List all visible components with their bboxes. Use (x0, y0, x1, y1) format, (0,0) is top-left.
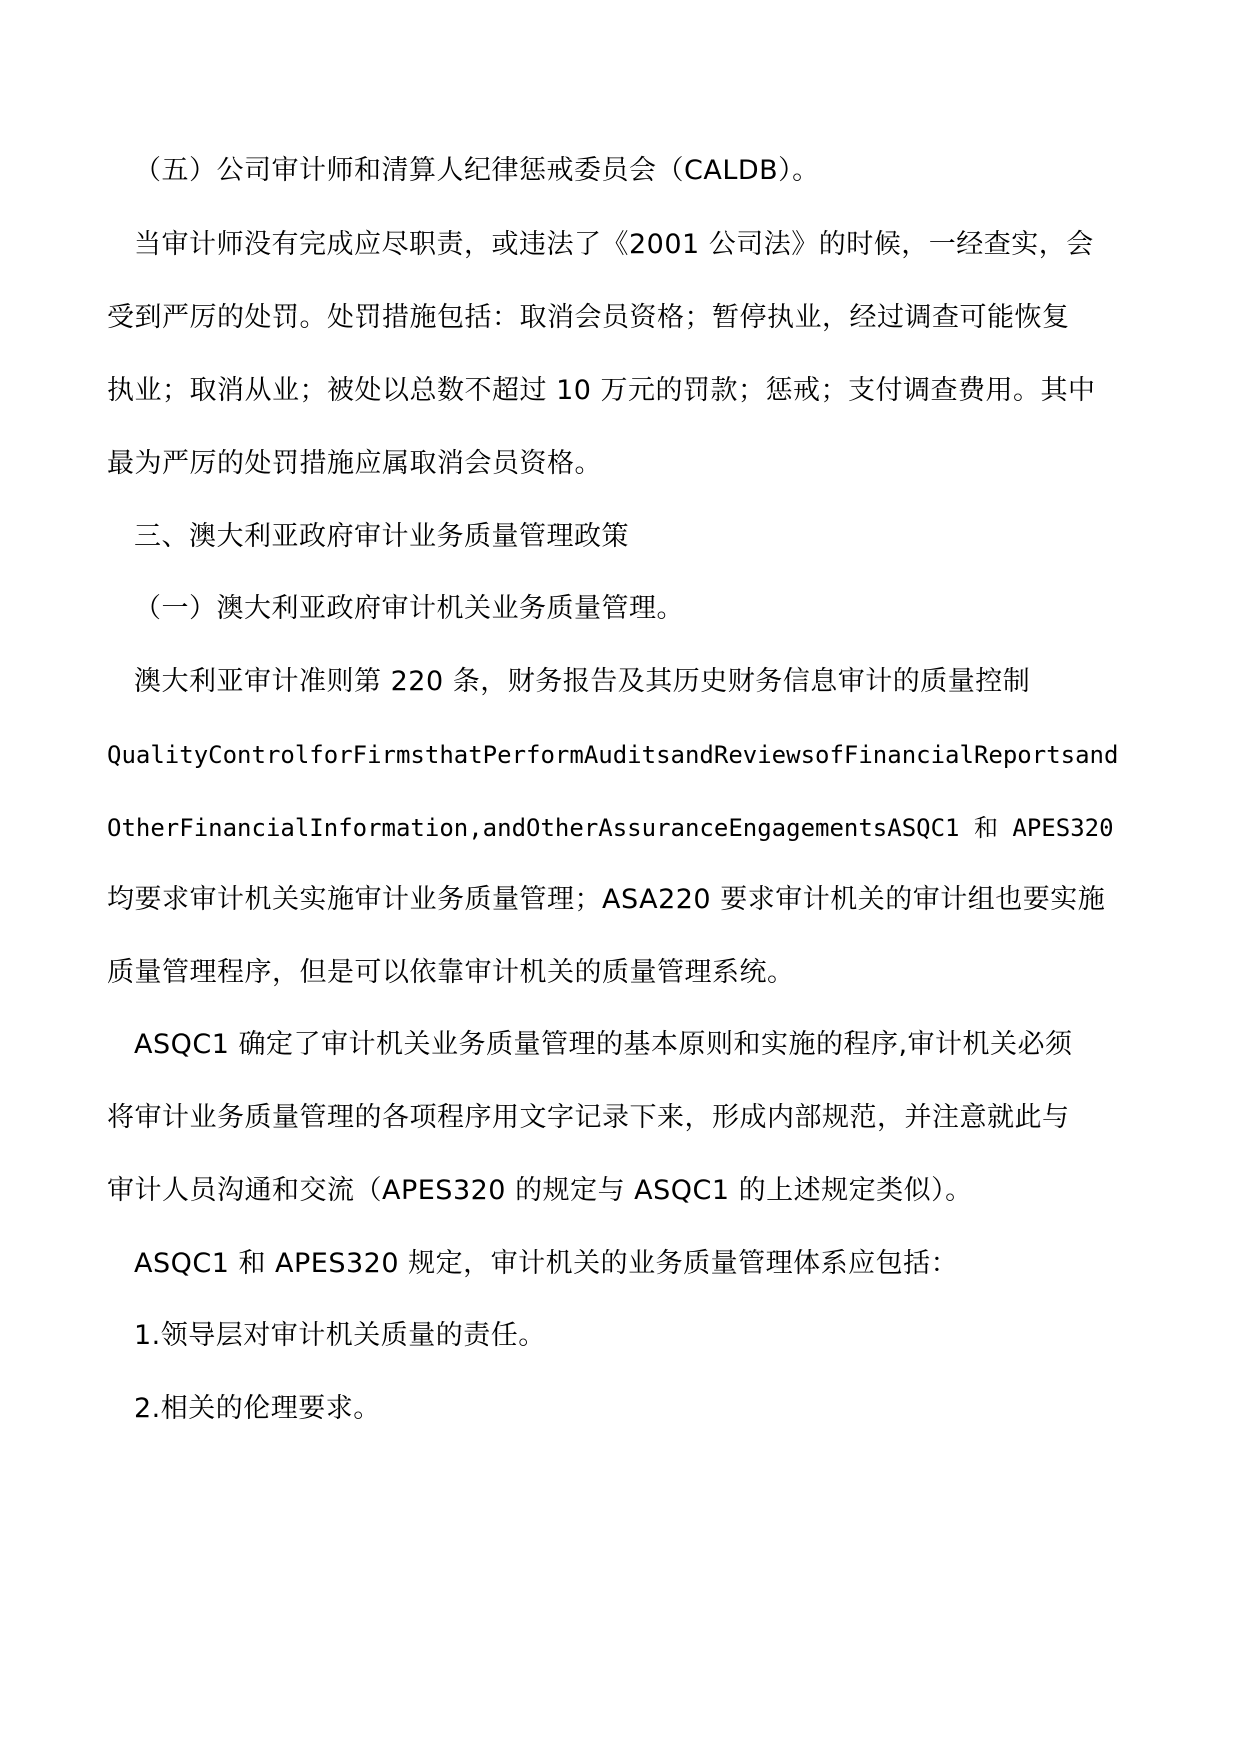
section-heading: 三、澳大利亚政府审计业务质量管理政策 (134, 521, 629, 552)
paragraph-line: 将审计业务质量管理的各项程序用文字记录下来，形成内部规范，并注意就此与 (107, 1102, 1070, 1133)
list-item: 1.领导层对审计机关质量的责任。 (134, 1320, 546, 1351)
paragraph-line: QualityControlforFirmsthatPerformAuditsandReviewsofFinancialReportsand (107, 741, 1119, 769)
paragraph-line: OtherFinancialInformation,andOtherAssuranceEngagementsASQC1 和 APES320 (107, 814, 1114, 842)
list-item: 2.相关的伦理要求。 (134, 1393, 381, 1424)
paragraph-line: 受到严厉的处罚。处罚措施包括：取消会员资格；暂停执业，经过调查可能恢复 (107, 302, 1070, 333)
paragraph-line: 执业；取消从业；被处以总数不超过 10 万元的罚款；惩戒；支付调查费用。其中 (107, 375, 1096, 406)
paragraph-line: ASQC1 确定了审计机关业务质量管理的基本原则和实施的程序,审计机关必须 (134, 1029, 1073, 1060)
paragraph-line: 质量管理程序，但是可以依靠审计机关的质量管理系统。 (107, 957, 795, 988)
paragraph-line: 均要求审计机关实施审计业务质量管理；ASA220 要求审计机关的审计组也要实施 (107, 884, 1106, 915)
subsection-heading: （一）澳大利亚政府审计机关业务质量管理。 (134, 593, 684, 624)
paragraph-line: ASQC1 和 APES320 规定，审计机关的业务质量管理体系应包括： (134, 1248, 959, 1279)
paragraph-line: （五）公司审计师和清算人纪律惩戒委员会（CALDB）。 (134, 155, 820, 186)
paragraph-line: 当审计师没有完成应尽职责，或违法了《2001 公司法》的时候，一经查实，会 (134, 229, 1094, 260)
paragraph-line: 审计人员沟通和交流（APES320 的规定与 ASQC1 的上述规定类似）。 (107, 1175, 973, 1206)
paragraph-line: 澳大利亚审计准则第 220 条，财务报告及其历史财务信息审计的质量控制 (134, 666, 1031, 697)
paragraph-line: 最为严厉的处罚措施应属取消会员资格。 (107, 448, 602, 479)
